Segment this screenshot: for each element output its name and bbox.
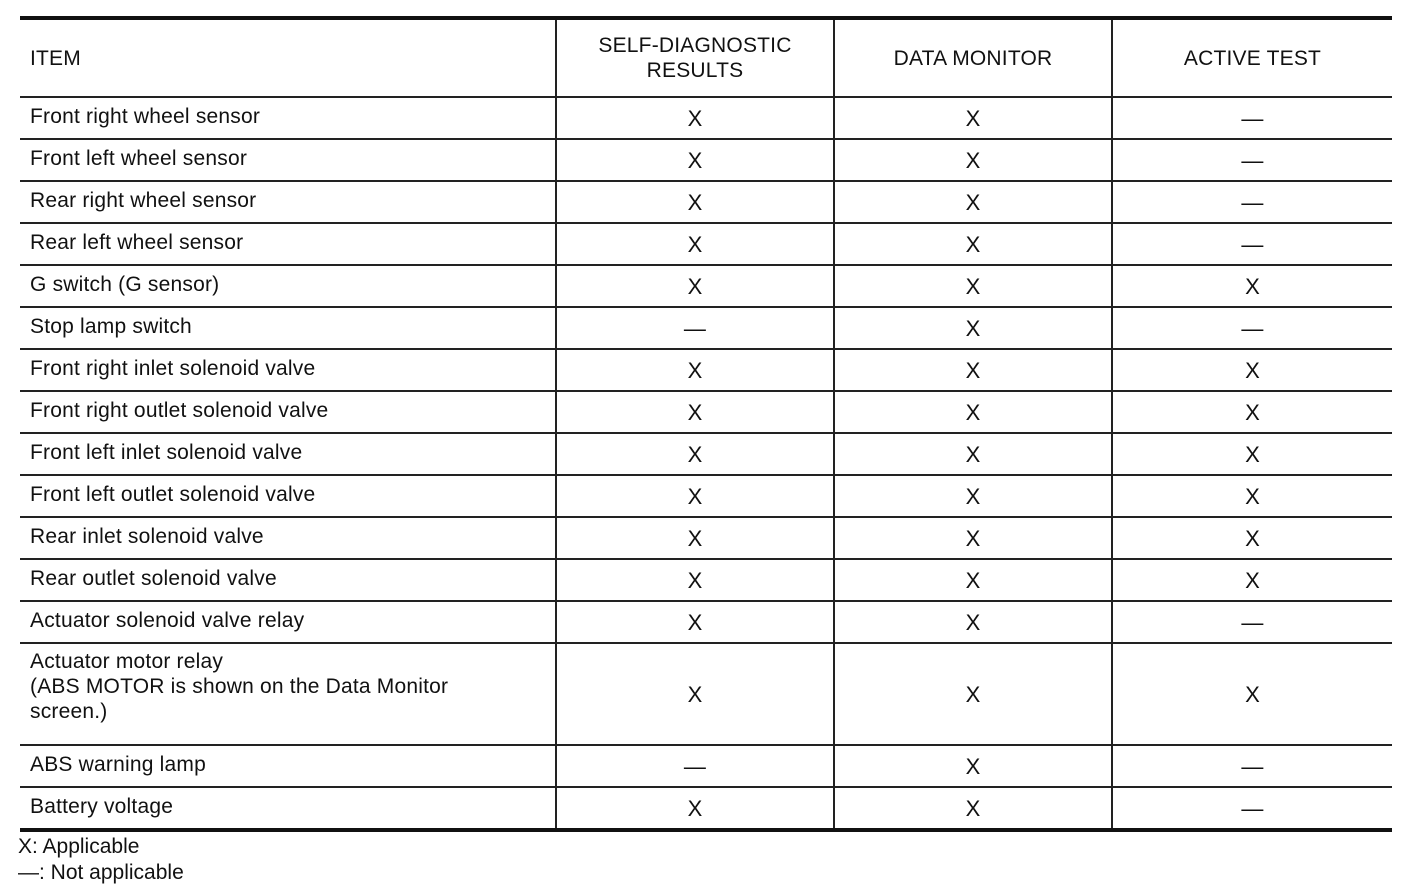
item-cell: ABS warning lamp: [20, 745, 556, 787]
item-cell: Rear left wheel sensor: [20, 223, 556, 265]
self-diagnostic-cell: X: [556, 643, 834, 745]
item-cell: Rear outlet solenoid valve: [20, 559, 556, 601]
active-test-cell: X: [1112, 643, 1392, 745]
data-monitor-cell: X: [834, 643, 1112, 745]
item-cell: Rear right wheel sensor: [20, 181, 556, 223]
table-row: [20, 433, 1392, 475]
active-test-cell: —: [1112, 139, 1392, 181]
table-row: [20, 97, 1392, 139]
header-item: ITEM: [30, 46, 81, 70]
diagnostic-items-table: [20, 16, 1392, 832]
table-header-row: [20, 18, 1392, 97]
legend-not-applicable: —: Not applicable: [18, 861, 184, 884]
active-test-cell: —: [1112, 787, 1392, 830]
item-cell: G switch (G sensor): [20, 265, 556, 307]
header-active-test: ACTIVE TEST: [1112, 18, 1392, 97]
active-test-cell: X: [1112, 517, 1392, 559]
self-diagnostic-cell: —: [556, 745, 834, 787]
self-diagnostic-cell: X: [556, 475, 834, 517]
data-monitor-cell: X: [834, 223, 1112, 265]
data-monitor-cell: X: [834, 349, 1112, 391]
active-test-cell: —: [1112, 745, 1392, 787]
item-cell: Rear inlet solenoid valve: [20, 517, 556, 559]
item-line: (ABS MOTOR is shown on the Data Monitor: [30, 675, 449, 698]
table-row: [20, 517, 1392, 559]
data-monitor-cell: X: [834, 517, 1112, 559]
active-test-cell: —: [1112, 601, 1392, 643]
data-monitor-cell: X: [834, 433, 1112, 475]
data-monitor-cell: X: [834, 559, 1112, 601]
self-diagnostic-cell: X: [556, 139, 834, 181]
item-cell: Front right wheel sensor: [20, 97, 556, 139]
data-monitor-cell: X: [834, 601, 1112, 643]
self-diagnostic-cell: X: [556, 787, 834, 830]
header-self-diagnostic-line2: RESULTS: [646, 59, 744, 82]
data-monitor-cell: X: [834, 391, 1112, 433]
header-self-diagnostic-results: [556, 18, 834, 97]
header-self-diagnostic-line1: SELF-DIAGNOSTIC: [598, 34, 792, 57]
table-row: [20, 181, 1392, 223]
self-diagnostic-cell: X: [556, 223, 834, 265]
item-line: screen.): [30, 700, 108, 723]
data-monitor-cell: X: [834, 307, 1112, 349]
data-monitor-cell: X: [834, 787, 1112, 830]
table-row: [20, 223, 1392, 265]
data-monitor-cell: X: [834, 139, 1112, 181]
data-monitor-cell: X: [834, 265, 1112, 307]
data-monitor-cell: X: [834, 97, 1112, 139]
active-test-cell: —: [1112, 307, 1392, 349]
item-cell: Front left outlet solenoid valve: [20, 475, 556, 517]
self-diagnostic-cell: X: [556, 517, 834, 559]
legend: [18, 834, 184, 886]
item-cell: Front right outlet solenoid valve: [20, 391, 556, 433]
self-diagnostic-cell: X: [556, 391, 834, 433]
table-row: [20, 745, 1392, 787]
table-row: [20, 139, 1392, 181]
active-test-cell: —: [1112, 223, 1392, 265]
table-row: [20, 349, 1392, 391]
header-data-monitor: DATA MONITOR: [834, 18, 1112, 97]
table-row: [20, 559, 1392, 601]
active-test-cell: X: [1112, 349, 1392, 391]
active-test-cell: X: [1112, 433, 1392, 475]
self-diagnostic-cell: X: [556, 433, 834, 475]
self-diagnostic-cell: X: [556, 265, 834, 307]
active-test-cell: X: [1112, 391, 1392, 433]
table-row: [20, 475, 1392, 517]
self-diagnostic-cell: X: [556, 601, 834, 643]
table-row: [20, 643, 1392, 745]
active-test-cell: —: [1112, 181, 1392, 223]
table-row: [20, 307, 1392, 349]
item-cell: Front right inlet solenoid valve: [20, 349, 556, 391]
item-cell: Front left inlet solenoid valve: [20, 433, 556, 475]
active-test-cell: —: [1112, 97, 1392, 139]
data-monitor-cell: X: [834, 181, 1112, 223]
table-row: [20, 391, 1392, 433]
self-diagnostic-cell: X: [556, 97, 834, 139]
data-monitor-cell: X: [834, 475, 1112, 517]
item-cell: Battery voltage: [20, 787, 556, 830]
self-diagnostic-cell: —: [556, 307, 834, 349]
item-cell: Actuator solenoid valve relay: [20, 601, 556, 643]
item-cell: [20, 643, 556, 745]
table-row: [20, 787, 1392, 830]
active-test-cell: X: [1112, 475, 1392, 517]
self-diagnostic-cell: X: [556, 559, 834, 601]
active-test-cell: X: [1112, 559, 1392, 601]
legend-applicable: X: Applicable: [18, 835, 140, 858]
table-row: [20, 601, 1392, 643]
self-diagnostic-cell: X: [556, 181, 834, 223]
active-test-cell: X: [1112, 265, 1392, 307]
self-diagnostic-cell: X: [556, 349, 834, 391]
table-row: [20, 265, 1392, 307]
item-cell: Front left wheel sensor: [20, 139, 556, 181]
item-line: Actuator motor relay: [30, 650, 224, 673]
data-monitor-cell: X: [834, 745, 1112, 787]
item-cell: Stop lamp switch: [20, 307, 556, 349]
